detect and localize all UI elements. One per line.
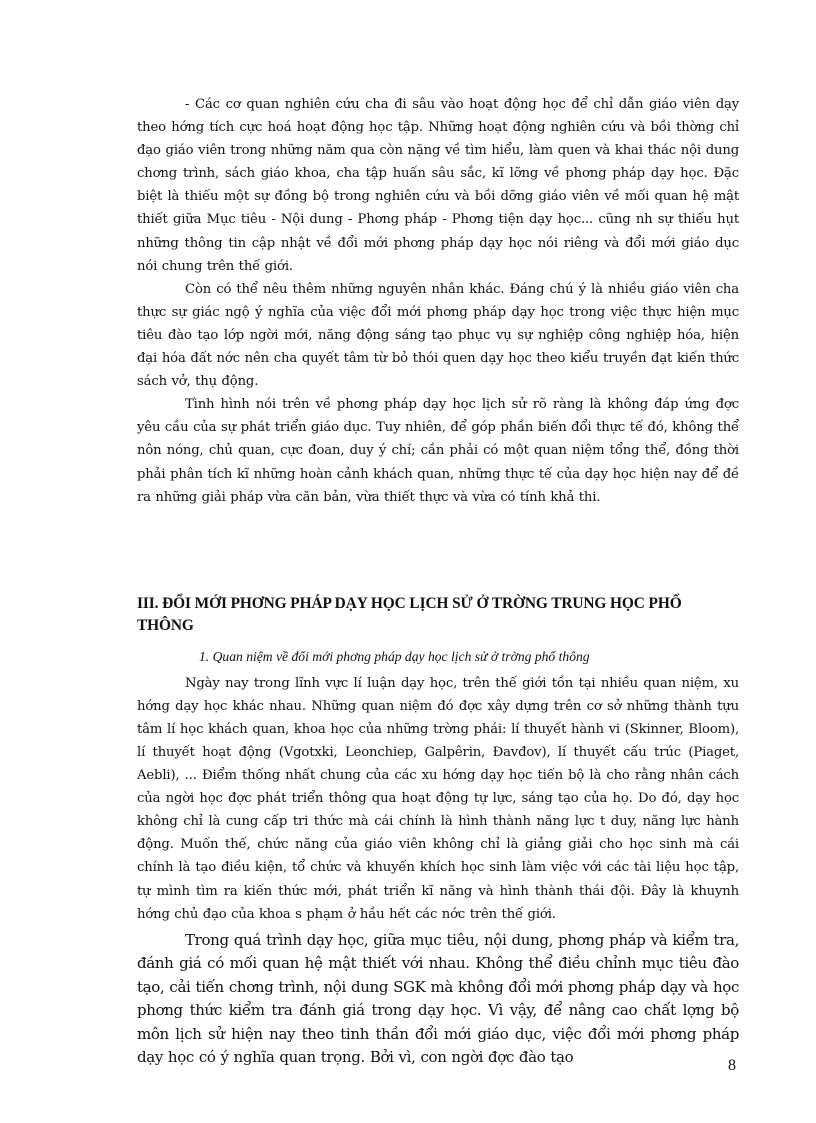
paragraph-situation-summary: Tình hình nói trên về phơng pháp dạy học lịch sử rõ ràng là không đáp ứng đợc yêu cầu của sự phát triển giáo dục. Tuy nhiên, để góp phần biến đổi thực tế đó, không thể nôn nóng, chủ quan, cực đoan, duy ý chí; cần phải có một quan niệm tổng thể, đồng thời phải phân tích kĩ những hoàn cảnh khách quan, những thực tế của dạy học hiện nay để đề ra những giải pháp vừa căn bản, vừa thiết thực và vừa có tính khả thi. [137,397,739,505]
paragraph-teaching-trends: Ngày nay trong lĩnh vực lí luận dạy học, trên thế giới tồn tại nhiều quan niệm, xu hớng dạy học khác nhau. Những quan niệm đó đợc xây dựng trên cơ sở những thành tựu tâm lí học khách quan, khoa học của những trờng phái: lí thuyết hành vi (Skinner, Bloom), lí thuyết hoạt động (Vgotxki, Leonchiep, Galpêrin, Đavđov), lí thuyết cấu trúc (Piaget, Aebli), ... Điểm thống nhất chung của các xu hớng dạy học tiến bộ là cho rằng nhân cách của ngời học đợc phát triển thông qua hoạt động tự lực, sáng tạo của họ. Do đó, dạy học không chỉ là cung cấp tri thức mà cái chính là hình thành năng lực t duy, năng lực hành động. Muốn thế, chức năng của giáo viên không chỉ là giảng giải cho học sinh mà cái chính là tạo điều kiện, tổ chức và khuyến khích học sinh làm việc với các tài liệu học tập, tự mình tìm ra kiến thức mới, phát triển kĩ năng và hình thành thái đội. Đây là khuynh hớng chủ đạo của khoa s phạm ở hầu hết các nớc trên thế giới. [137,675,739,922]
document-page [137,93,739,1070]
section-heading: III. ĐỔI MỚI PHƠNG PHÁP DẠY HỌC LỊCH SỬ Ở TRỜNG TRUNG HỌC PHỔ THÔNG [137,594,682,634]
paragraph-other-causes: Còn có thể nêu thêm những nguyên nhân khác. Đáng chú ý là nhiều giáo viên cha thực sự giác ngộ ý nghĩa của việc đổi mới phơng pháp dạy học trong việc thực hiện mục tiêu đào tạo lớp ngời mới, năng động sáng tạo phục vụ sự nghiệp công nghiệp hóa, hiện đại hóa đất nớc nên cha quyết tâm từ bỏ thói quen dạy học theo kiểu truyền đạt kiến thức sách vở, thụ động. [137,281,739,390]
subsection-heading: 1. Quan niệm về đổi mới phơng pháp dạy học lịch sử ở trờng phổ thông [199,648,590,664]
page-number: 8 [728,1057,736,1074]
section-spacer [137,509,739,593]
paragraph-teaching-process: Trong quá trình dạy học, giữa mục tiêu, nội dung, phơng pháp và kiểm tra, đánh giá có mối quan hệ mật thiết với nhau. Không thể điều chỉnh mục tiêu đào tạo, cải tiến chơng trình, nội dung SGK mà không đổi mới phơng pháp dạy và học phơng thức kiểm tra đánh giá trong dạy học. Vì vậy, để nâng cao chất lợng bộ môn lịch sử hiện nay theo tinh thần đổi mới giáo dục, việc đổi mới phơng pháp dạy học có ý nghĩa quan trọng. Bởi vì, con ngời đợc đào tạo [137,930,739,1067]
paragraph-research-bodies: - Các cơ quan nghiên cứu cha đi sâu vào hoạt động học để chỉ dẫn giáo viên dạy theo hớng tích cực hoá hoạt động học tập. Những hoạt động nghiên cứu và bồi thờng chỉ đạo giáo viên trong những năm qua còn nặng về tìm hiểu, làm quen và khai thác nội dung chơng trình, sách giáo khoa, cha tập huấn sâu sắc, kĩ lỡng về phơng pháp dạy học. Đặc biệt là thiếu một sự đồng bộ trong nghiên cứu và bồi dỡng giáo viên về mối quan hệ mật thiết giữa Mục tiêu - Nội dung - Phơng pháp - Phơng tiện dạy học... cũng nh sự thiếu hụt những thông tin cập nhật về đổi mới phơng pháp dạy học nói riêng và đổi mới giáo dục nói chung trên thế giới. [137,97,739,274]
